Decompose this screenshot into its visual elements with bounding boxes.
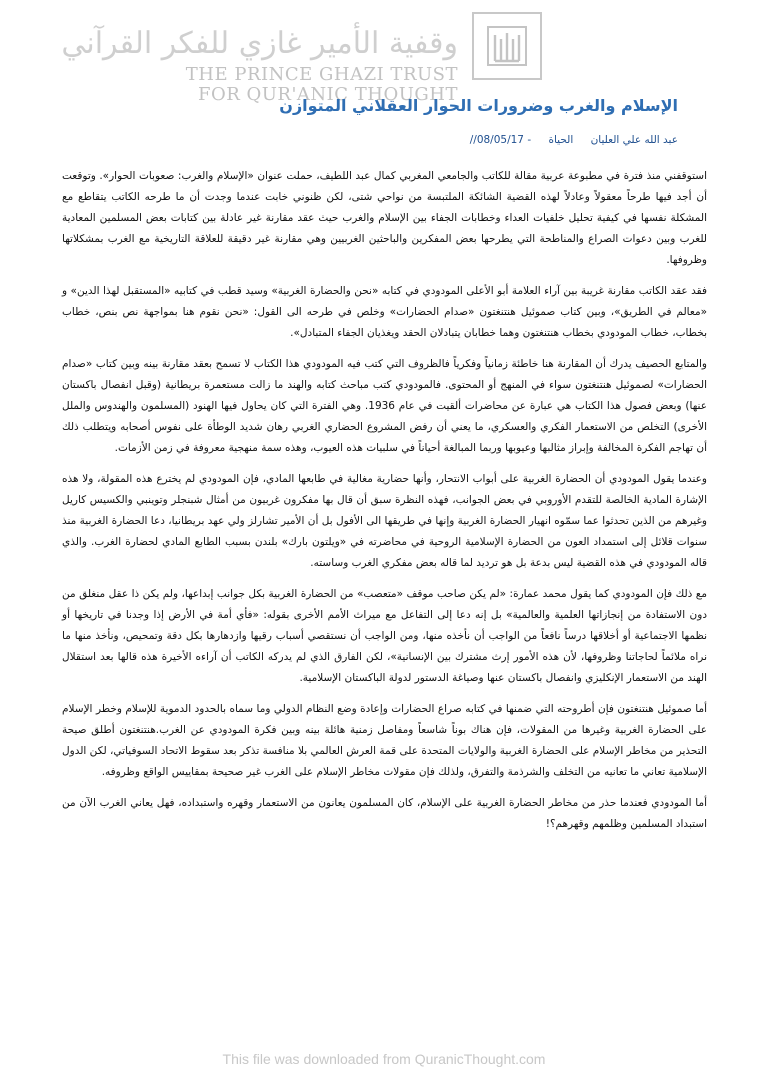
kufic-square-icon — [472, 12, 542, 80]
article-body — [62, 166, 707, 845]
article-title: الإسلام والغرب وضرورات الحوار العقلاني المتوازن — [279, 96, 678, 115]
paragraph: والمتابع الحصيف يدرك أن المقارنة هنا خاطئة زمانياً وفكرياً فالظروف التي كتب فيه المودودي هذا الكتاب لا تسمح بعقد مقارنة بينه وبين كتاب «صدام الحضارات» لصموئيل هنتنغتون سواء في المنهج أو المحتوى. فالمودودي كتب مباحث كتابه والهند ما زالت مستعمرة بريطانية (وقبل انفصال باكستان عنها) وبعض فصول هذا الكتاب هي عبارة عن محاضرات ألقيت في عام 1936. وهي الفترة التي كان يحاول فيها الهنود (المسلمون والهندوس والملل الأخرى) التخلص من الاستعمار الفكري والعسكري، ما يعني أن رفض المشروع الحضاري الغربي رهان شديد الوطأة على نفوس أصحابه ويتطلب ذلك أن تهاجم الفكرة المخالفة وإبراز مثالبها وعيوبها وربما المبالغة أحياناً في سلبيات هذه العيوب، وهذه سمة منهجية معروفة في زمن الأزمات. — [62, 358, 707, 454]
download-footer: This file was downloaded from QuranicThought.com — [222, 1051, 546, 1067]
article-byline — [456, 134, 678, 146]
article-date: - 08/05/17// — [469, 134, 532, 146]
trust-logo — [61, 12, 548, 105]
paragraph: مع ذلك فإن المودودي كما يقول محمد عمارة: «لم يكن صاحب موقف «متعصب» من الحضارة الغربية بكل جوانب إبداعها، ولم يكن ذا عقل منغلق من دون الاستفادة من إنجازاتها العلمية والعالمية» بل إنه دعا إلى التفاعل مع ميراث الأمم الأخرى بقوله: «فأي أمة في الأرض إذا وجدنا في تاريخها أو نظمها الاجتماعية أو أخلاقها درساً نافعاً من الواجب أن نأخذه منها، ومن الواجب أن نستقصي أسباب رقيها وازدهارها بكل دقة وتمحيص، ونأخذ منها ما نراه ملائماً لحاجاتنا وظروفها، لأن هذه الأمور إرث مشترك بين الإنسانية»، لكن الفارق الذي لم يدركه الكاتب أن آراءه الأخيرة هذه قالها بعد استقلال الهند من الاستعمار الإنكليزي وانفصال باكستان عنها وصياغة الدستور لدولة الباكستان الإسلامية. — [62, 588, 707, 684]
paragraph: أما المودودي فعندما حذر من مخاطر الحضارة الغربية على الإسلام، كان المسلمون يعانون من الاستعمار وقهره واستبداده، فهل يعاني الغرب الآن من استبداد المسلمين وظلمهم وقهرهم؟! — [62, 797, 707, 830]
article-author: عبد الله علي العليان — [590, 134, 678, 146]
paragraph: وعندما يقول المودودي أن الحضارة الغربية على أبواب الانتحار، وأنها حضارية مغالية في طابعها المادي، فإن المودودي لم يخترع هذه المقولة، ولا هذه الإشارة المادية الخالصة للتقدم الأوروبي في بعض الجوانب، فهذه النظرة سبق أن قال بها مفكرون غربيون من أمثال شبنجلر وتوينبي والكسيس كاريل وغيرهم من الذين تحدثوا عما سمّوه انهيار الحضارة الغربية وإنها في طريقها الى الأفول بل أن الأمير تشارلز ولي عهد بريطانيا، دعا الحضارة الغربية منذ سنوات قلائل إلى استمداد العون من الحضارة الإسلامية الروحية في محاضرته في «ويلتون بارك» بلندن بسبب الطابع المادي لحضارة الغرب. والذي قاله المودودي في هذه القضية ليس بدعة بل هو ترديد لما قاله بعض مفكري الغرب وساسته. — [62, 473, 707, 569]
paragraph: فقد عقد الكاتب مقارنة غريبة بين آراء العلامة أبو الأعلى المودودي في كتابه «نحن والحضارة الغربية» وسيد قطب في كتابيه «المستقبل لهذا الدين» و «معالم في الطريق»، وبين كتاب صموئيل هنتنغتون «صدام الحضارات» وخلص في طرحه الى القول: «نحن نقوم هنا بمواجهة نص بنص، خطاب بخطاب، خطاب المودودي بخطاب هنتنغتون وهما خطابان يتبادلان الحقد ويغذيان الجفاء المتبادل». — [62, 285, 707, 339]
paragraph: أما صموئيل هنتنغتون فإن أطروحته التي ضمنها في كتابه صراع الحضارات وإعادة وضع النظام الدولي وما سماه بالحدود الدموية للإسلام وخطر الإسلام على الحضارة الغربية وغيرها من المقولات، فإن هناك بوناً شاسعاً ومفاصل زمنية هائلة بينه وبين فكرة المودودي عن الغرب.هنتنغتون أطلق صيحة التحذير من مخاطر الإسلام على الحضارة الغربية والولايات المتحدة على قمة العرش العالمي بلا منافسة تذكر بعد سقوط الاتحاد السوفياتي، لكن الدول الإسلامية تعاني ما تعانيه من التخلف والشرذمة والتفرق، ولذلك فإن مقولات مخاطر الإسلام على الغرب غير صحيحة بمقاييس الواقع وظروفه. — [62, 703, 707, 778]
logo-line-2: FOR QUR'ANIC THOUGHT — [197, 84, 458, 105]
logo-calligraphy: وقفية الأمير غازي للفكر القرآني — [61, 26, 458, 61]
article-source: الحياة — [548, 134, 574, 146]
logo-line-1: THE PRINCE GHAZI TRUST — [185, 64, 458, 85]
kufic-square-graphic — [484, 23, 530, 69]
paragraph: استوقفني منذ فترة في مطبوعة عربية مقالة للكاتب والجامعي المغربي كمال عبد اللطيف، حملت عنوان «الإسلام والغرب: صعوبات الحوار». وتوقعت أن أجد فيها طرحاً معقولاً وعادلاً لهذه القضية الشائكة الملتبسة من نواحي شتى، لكن ظنوني خابت عندما وجدت أن ما طرحه الكاتب يتقاطع مع المشكلة نفسها في كيفية تحليل خلفيات العداء وخطابات الجفاء بين الإسلام والغرب حيث عقد مقارنة غير عادلة بين كتابات بعض المسلمين المعادية للغرب وبين دعوات الصراع والمناطحة التي يطرحها بعض المفكرين والباحثين الغربيين وهي مقارنة غير دقيقة للعلاقة التاريخية مع الغرب بمشكلاتها وظروفها. — [62, 170, 707, 266]
